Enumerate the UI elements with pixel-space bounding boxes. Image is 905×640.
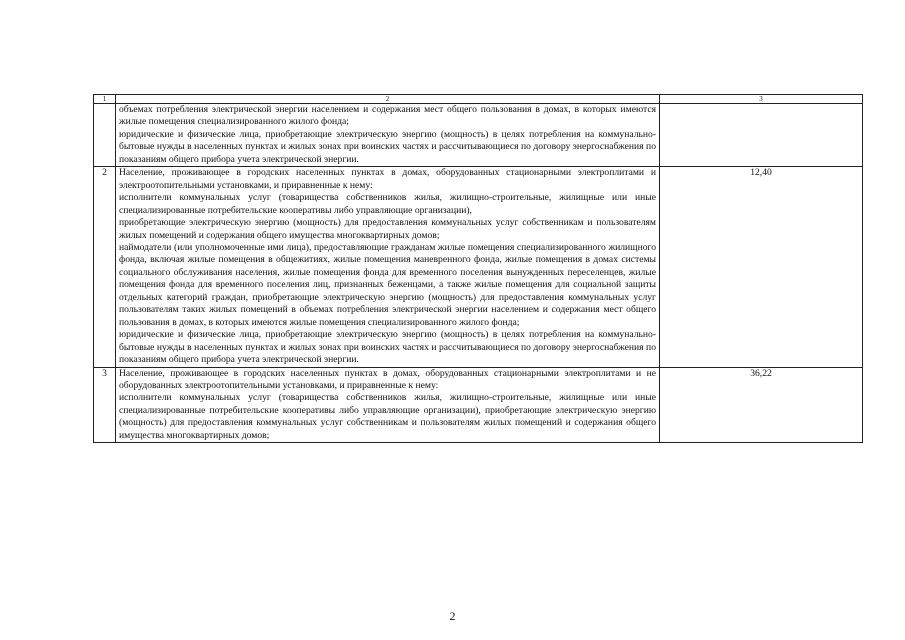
paragraph: исполнители коммунальных услуг (товарищества собственников жилья, жилищно-строительные, жилищные или иные специализированные потребительские кооперативы либо управляющие организации), (119, 192, 656, 216)
paragraph: приобретающие электрическую энергию (мощность) для предоставления коммунальных услуг собственникам и пользователям жилых помещений и содержания общего имущества многоквартирных домов; (119, 217, 656, 241)
row-number: 2 (94, 167, 116, 367)
header-col-2: 2 (116, 95, 660, 104)
paragraph: исполнители коммунальных услуг (товарищества собственников жилья, жилищно-строительные, жилищные или иные специализированные потребительские кооперативы либо управляющие организации), приобретающие электрическую энергию (мощность) для предоставления коммунальных услуг собственникам и пользователям жилых помещений и содержания общего имущества многоквартирных домов; (119, 392, 656, 441)
page-number: 2 (449, 609, 456, 623)
header-col-1: 1 (94, 95, 116, 104)
row-description (116, 367, 660, 443)
table-row (94, 367, 863, 443)
paragraph: наймодатели (или уполномоченные ими лица), предоставляющие гражданам жилые помещения специализированного жилищного фонда, включая жилые помещения в общежитиях, жилые помещения маневренного фонда, жилые помещения в домах системы социального обслуживания населения, жилые помещения фонда для временного поселения вынужденных переселенцев, жилые помещения фонда для временного поселения лиц, признанных беженцами, а также жилые помещения для социальной защиты отдельных категорий граждан, приобретающие электрическую энергию (мощность) для предоставления коммунальных услуг пользователям таких жилых помещений в объемах потребления электрической энергии населением и содержания мест общего пользования в домах, в которых имеются жилые помещения специализированного жилого фонда; (119, 241, 656, 328)
table-row (94, 104, 863, 167)
paragraph: объемах потребления электрической энергии населением и содержания мест общего пользования в домах, в которых имеются жилые помещения специализированного жилого фонда; (119, 104, 656, 128)
row-value: 12,40 (660, 167, 863, 367)
table-header-row (94, 95, 863, 104)
paragraph: Население, проживающее в городских населенных пунктах в домах, оборудованных стационарными электроплитами и не оборудованных электроотопительными установками, и приравненные к нему: (119, 367, 656, 391)
row-description (116, 167, 660, 367)
row-number (94, 104, 116, 167)
paragraph: Население, проживающее в городских населенных пунктах в домах, оборудованных стационарными электроплитами и электроотопительными установками, и приравненные к нему: (119, 167, 656, 191)
row-number: 3 (94, 367, 116, 443)
row-description (116, 104, 660, 167)
row-value: 36,22 (660, 367, 863, 443)
paragraph: юридические и физические лица, приобретающие электрическую энергию (мощность) в целях потребления на коммунально-бытовые нужды в населенных пунктах и жилых зонах при воинских частях и рассчитывающиеся по договору энергоснабжения по показаниям общего прибора учета электрической энергии. (119, 128, 656, 165)
row-value (660, 104, 863, 167)
tariff-table (93, 94, 863, 443)
header-col-3: 3 (660, 95, 863, 104)
paragraph: юридические и физические лица, приобретающие электрическую энергию (мощность) в целях потребления на коммунально-бытовые нужды в населенных пунктах и жилых зонах при воинских частях и рассчитывающиеся по договору энергоснабжения по показаниям общего прибора учета электрической энергии. (119, 329, 656, 366)
table-row (94, 167, 863, 367)
